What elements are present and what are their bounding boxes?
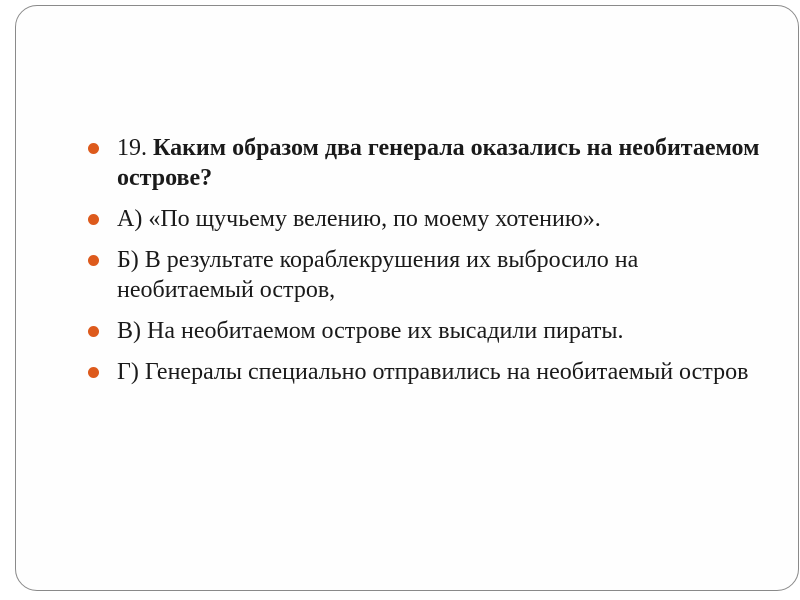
answer-item-c [85, 316, 765, 346]
answer-text-d: Г) Генералы специально отправились на необитаемый остров [117, 359, 749, 385]
answer-item-b [85, 245, 765, 305]
slide-content [85, 133, 765, 398]
answer-text-b: Б) В результате кораблекрушения их выбросило на необитаемый остров, [117, 247, 639, 303]
bullet-icon [88, 143, 99, 154]
answer-text-c: В) На необитаемом острове их высадили пираты. [117, 318, 624, 344]
slide [5, 5, 795, 595]
answer-item-a [85, 204, 765, 234]
bullet-icon [88, 214, 99, 225]
answer-text-a: А) «По щучьему велению, по моему хотению». [117, 206, 601, 232]
question-number: 19. [117, 135, 147, 161]
bullet-icon [88, 367, 99, 378]
bullet-icon [88, 326, 99, 337]
question-item [85, 133, 765, 193]
question-text: Каким образом два генерала оказались на необитаемом острове? [117, 135, 760, 191]
answer-item-d [85, 357, 765, 387]
bullet-icon [88, 255, 99, 266]
